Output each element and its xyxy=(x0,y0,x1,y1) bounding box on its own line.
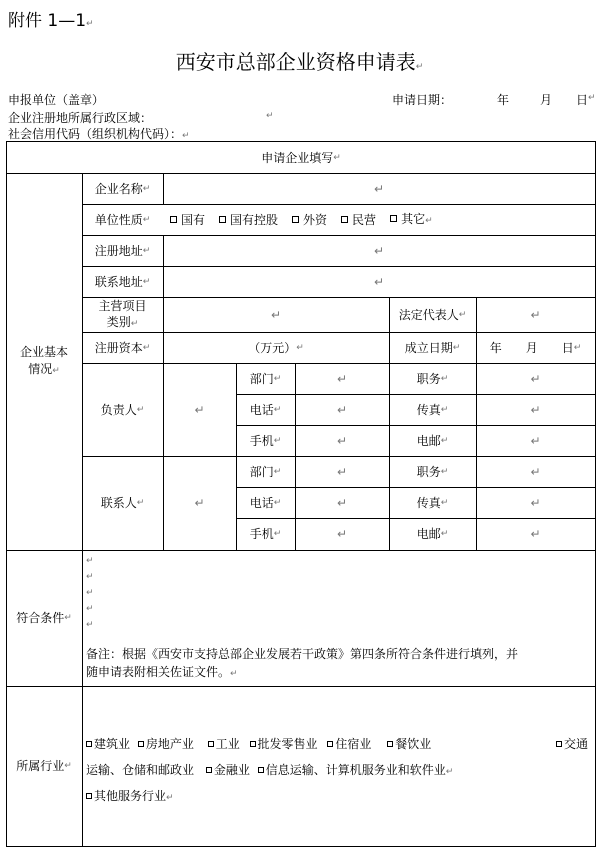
industry-option-transport[interactable] xyxy=(556,735,588,752)
reg-capital-text: 注册资本 xyxy=(94,340,143,355)
resp-email-text: 电邮 xyxy=(416,433,441,448)
industry-option[interactable] xyxy=(387,737,431,751)
apply-date-label: 申请日期： xyxy=(392,93,453,107)
contact-person-field[interactable]: ↵ xyxy=(194,496,205,510)
industry-option[interactable] xyxy=(327,737,371,751)
industry-option[interactable] xyxy=(138,737,194,751)
contact-address-label xyxy=(82,266,163,297)
grid-line xyxy=(595,141,596,847)
para-mark: ↵ xyxy=(273,529,282,539)
established-date-field[interactable] xyxy=(476,332,595,363)
contact-address-field[interactable]: ↵ xyxy=(373,274,385,289)
contact-mobile-field[interactable]: ↵ xyxy=(336,527,348,541)
company-name-label xyxy=(82,173,163,204)
para-mark: ↵ xyxy=(142,342,151,353)
industry-option-label: 交通 xyxy=(564,737,589,751)
industry-row-1 xyxy=(86,735,431,752)
checkbox-icon[interactable] xyxy=(206,767,212,773)
responsible-person-label xyxy=(82,363,163,456)
industry-option-label: 建筑业 xyxy=(94,737,131,751)
para-mark: ↵ xyxy=(52,365,60,376)
para-mark: ↵ xyxy=(136,498,145,508)
resp-fax-field[interactable]: ↵ xyxy=(530,402,541,417)
industry-row-3 xyxy=(86,787,174,804)
reg-capital-field[interactable] xyxy=(163,332,389,363)
industry-label xyxy=(6,686,82,846)
main-project-label xyxy=(82,297,163,332)
para-mark: ↵ xyxy=(273,435,282,446)
industry-option-label: 房地产业 xyxy=(145,737,194,751)
industry-label-text: 所属行业 xyxy=(16,759,65,773)
resp-email-label xyxy=(389,425,476,456)
page-title-text: 西安市总部企业资格申请表 xyxy=(175,50,416,74)
unit-nature-text: 单位性质 xyxy=(94,212,143,227)
apply-date-month: 月 xyxy=(540,93,553,107)
attachment-label xyxy=(8,6,94,31)
contact-phone-field[interactable]: ↵ xyxy=(336,495,348,510)
checkbox-icon[interactable] xyxy=(390,215,397,222)
resp-mobile-text: 手机 xyxy=(249,433,274,448)
conditions-note-line2: 随申请表附相关佐证文件。 xyxy=(86,665,231,679)
unit-nature-label xyxy=(82,204,163,235)
conditions-label-text: 符合条件 xyxy=(16,611,65,625)
checkbox-icon[interactable] xyxy=(86,741,92,747)
para-mark: ↵ xyxy=(130,318,139,329)
resp-phone-text: 电话 xyxy=(249,402,274,417)
contact-person-text: 联系人 xyxy=(100,496,137,510)
basic-info-text: 企业基本情况 xyxy=(20,344,69,376)
section-title-text: 申请企业填写 xyxy=(261,150,334,165)
conditions-label xyxy=(6,550,82,686)
contact-mobile-label xyxy=(236,518,295,550)
para-mark: ↵ xyxy=(182,131,190,141)
para-mark: ↵ xyxy=(415,62,424,72)
contact-dept-label xyxy=(236,456,295,487)
para-mark: ↵ xyxy=(86,572,94,582)
resp-dept-text: 部门 xyxy=(249,371,274,386)
nature-option-label: 其它 xyxy=(401,211,426,226)
contact-fax-text: 传真 xyxy=(416,495,441,510)
responsible-person-text: 负责人 xyxy=(100,402,137,417)
checkbox-icon[interactable] xyxy=(138,741,144,747)
grid-line xyxy=(6,550,596,551)
para-mark: ↵ xyxy=(86,620,94,630)
para-mark: ↵ xyxy=(440,435,449,446)
conditions-note xyxy=(86,645,518,683)
para-mark: ↵ xyxy=(440,373,449,384)
para-mark: ↵ xyxy=(86,604,94,614)
checkbox-icon[interactable] xyxy=(258,767,264,773)
resp-fax-label xyxy=(389,394,476,425)
unit-nature-options xyxy=(160,204,596,235)
para-mark: ↵ xyxy=(440,497,449,508)
para-mark: ↵ xyxy=(458,309,467,320)
page-title xyxy=(0,46,599,75)
contact-position-label xyxy=(389,456,476,487)
grid-line xyxy=(6,686,596,687)
established-date-label xyxy=(389,332,476,363)
main-project-text: 主营项目类别 xyxy=(98,298,147,329)
industry-option-label: 运输、仓储和邮政业 xyxy=(86,763,195,777)
reg-capital-label xyxy=(82,332,163,363)
industry-option-label: 金融业 xyxy=(213,763,250,777)
contact-fax-label xyxy=(389,487,476,518)
para-mark: ↵ xyxy=(86,556,94,566)
contact-address-text: 联系地址 xyxy=(94,274,143,289)
para-mark: ↵ xyxy=(273,497,282,508)
basic-info-label xyxy=(6,173,82,550)
contact-email-label xyxy=(389,518,476,550)
para-mark: ↵ xyxy=(230,669,238,679)
para-mark: ↵ xyxy=(86,588,94,598)
para-mark: ↵ xyxy=(573,342,582,353)
reg-address-label xyxy=(82,235,163,266)
contact-position-text: 职务 xyxy=(416,464,441,479)
apply-date-year: 年 xyxy=(497,93,510,107)
para-mark: ↵ xyxy=(296,342,304,353)
checkbox-icon[interactable] xyxy=(250,741,256,747)
contact-dept-field[interactable]: ↵ xyxy=(336,464,348,479)
para-mark: ↵ xyxy=(273,466,282,477)
legal-rep-text: 法定代表人 xyxy=(398,307,459,322)
para-mark: ↵ xyxy=(86,19,94,29)
checkbox-icon[interactable] xyxy=(292,216,299,223)
industry-option-label: 信息运输、计算机服务业和软件业 xyxy=(265,763,446,777)
attachment-text: 附件 1—1 xyxy=(8,11,87,31)
industry-row-2 xyxy=(86,761,453,778)
contact-position-field[interactable]: ↵ xyxy=(530,464,541,479)
nature-option[interactable] xyxy=(335,212,376,228)
para-mark: ↵ xyxy=(440,404,449,415)
industry-option[interactable] xyxy=(258,763,454,777)
credit-code-label xyxy=(8,125,190,142)
nature-option-label: 民营 xyxy=(352,212,377,227)
region-label-text: 企业注册地所属行政区域： xyxy=(8,111,153,125)
nature-option[interactable] xyxy=(286,212,327,228)
resp-position-field[interactable]: ↵ xyxy=(530,371,541,386)
date-placeholder-text: 年 月 日 xyxy=(489,340,574,355)
contact-email-field[interactable]: ↵ xyxy=(530,527,541,541)
para-mark: ↵ xyxy=(64,761,72,771)
contact-person-label xyxy=(82,456,163,550)
applicant-unit-label: 申报单位（盖章） xyxy=(8,93,105,107)
contact-email-text: 电邮 xyxy=(416,527,441,541)
para-mark: ↵ xyxy=(440,529,449,539)
para-mark: ↵ xyxy=(142,245,151,256)
legal-rep-field[interactable]: ↵ xyxy=(530,307,541,322)
para-mark: ↵ xyxy=(142,183,151,194)
para-mark: ↵ xyxy=(425,215,433,226)
nature-option[interactable] xyxy=(164,212,205,228)
contact-phone-text: 电话 xyxy=(249,495,274,510)
nature-option-label: 国有 xyxy=(181,212,206,227)
industry-option[interactable] xyxy=(208,737,240,751)
contact-dept-text: 部门 xyxy=(249,464,274,479)
industry-option-label: 住宿业 xyxy=(335,737,372,751)
contact-fax-field[interactable]: ↵ xyxy=(530,495,541,510)
para-mark: ↵ xyxy=(266,111,274,121)
para-mark: ↵ xyxy=(64,613,72,623)
industry-option-label: 批发零售业 xyxy=(257,737,318,751)
reg-address-field[interactable]: ↵ xyxy=(373,243,385,258)
para-mark: ↵ xyxy=(142,214,151,225)
resp-phone-field[interactable]: ↵ xyxy=(336,402,348,417)
para-mark: ↵ xyxy=(440,466,449,477)
resp-email-field[interactable]: ↵ xyxy=(530,433,541,448)
industry-option[interactable] xyxy=(86,737,130,751)
conditions-note-line1: 备注：根据《西安市支持总部企业发展若干政策》第四条所符合条件进行填列，并 xyxy=(86,647,519,661)
contact-phone-label xyxy=(236,487,295,518)
industry-option-label: 餐饮业 xyxy=(395,737,432,751)
checkbox-icon[interactable] xyxy=(387,741,393,747)
company-name-text: 企业名称 xyxy=(94,181,143,196)
industry-option[interactable] xyxy=(86,789,174,803)
checkbox-icon[interactable] xyxy=(556,741,562,747)
industry-option[interactable] xyxy=(206,763,250,777)
resp-dept-field[interactable]: ↵ xyxy=(336,371,348,386)
checkbox-icon[interactable] xyxy=(341,216,348,223)
para-mark: ↵ xyxy=(273,404,282,415)
industry-option[interactable] xyxy=(250,737,318,751)
credit-code-text: 社会信用代码（组织机构代码）： xyxy=(8,127,183,141)
checkbox-icon[interactable] xyxy=(219,216,226,223)
reg-address-text: 注册地址 xyxy=(94,243,143,258)
industry-option-label: 工业 xyxy=(215,737,240,751)
para-mark: ↵ xyxy=(273,373,282,384)
checkbox-icon[interactable] xyxy=(327,741,333,747)
section-title xyxy=(6,142,596,173)
resp-fax-text: 传真 xyxy=(416,402,441,417)
capital-unit-text: （万元） xyxy=(248,340,297,355)
checkbox-icon[interactable] xyxy=(170,216,177,223)
company-name-field[interactable]: ↵ xyxy=(373,181,385,196)
nature-option-label: 国有控股 xyxy=(230,212,279,227)
conditions-field[interactable] xyxy=(86,556,594,636)
resp-position-label xyxy=(389,363,476,394)
nature-option[interactable] xyxy=(213,212,278,228)
para-mark: ↵ xyxy=(445,767,454,777)
established-date-text: 成立日期 xyxy=(404,340,453,355)
contact-mobile-text: 手机 xyxy=(249,527,274,541)
para-mark: ↵ xyxy=(452,342,461,353)
apply-date-day: 日 xyxy=(576,93,589,107)
responsible-person-field[interactable]: ↵ xyxy=(194,402,205,417)
grid-line xyxy=(6,846,596,847)
resp-dept-label xyxy=(236,363,295,394)
checkbox-icon[interactable] xyxy=(208,741,214,747)
resp-mobile-field[interactable]: ↵ xyxy=(336,433,348,448)
resp-mobile-label xyxy=(236,425,295,456)
nature-option-label: 外资 xyxy=(303,212,328,227)
region-label xyxy=(8,109,152,126)
para-mark: ↵ xyxy=(588,93,596,103)
legal-rep-label xyxy=(389,297,476,332)
para-mark: ↵ xyxy=(136,404,145,415)
main-project-field[interactable]: ↵ xyxy=(270,307,282,322)
resp-phone-label xyxy=(236,394,295,425)
checkbox-icon[interactable] xyxy=(86,793,92,799)
para-mark: ↵ xyxy=(166,793,174,803)
resp-position-text: 职务 xyxy=(416,371,441,386)
nature-option[interactable] xyxy=(384,211,433,229)
industry-option-label: 其他服务行业 xyxy=(94,789,167,803)
para-mark: ↵ xyxy=(142,276,151,287)
para-mark: ↵ xyxy=(333,152,341,163)
